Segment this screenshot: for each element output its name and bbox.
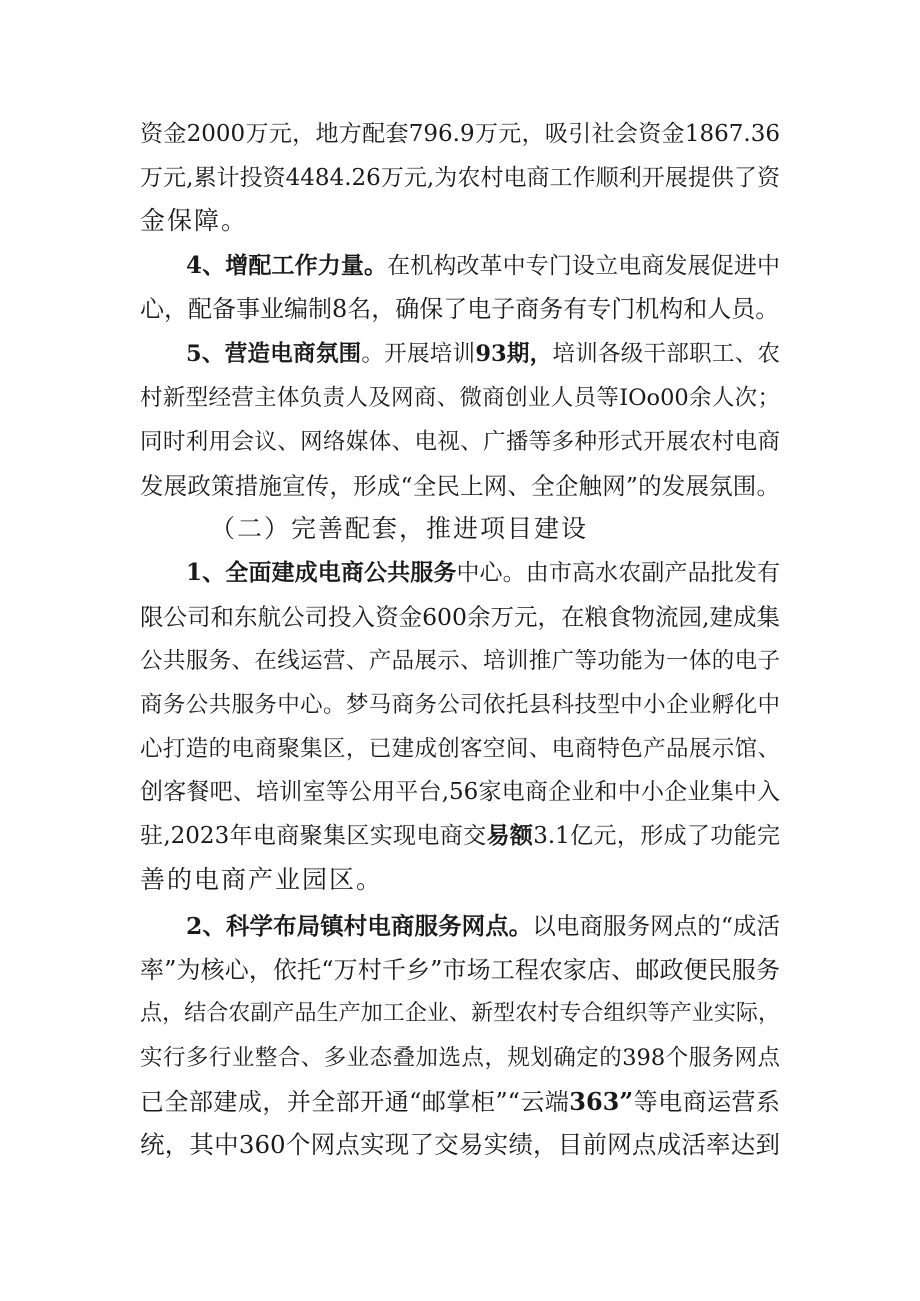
text-line: 万元,累计投资4484.26万元,为农村电商工作顺利开展提供了资 xyxy=(140,165,780,191)
text-run: 3.1亿元，形成了功能完 xyxy=(533,823,780,849)
text-line: 心，配备事业编制8名，确保了电子商务有专门机构和人员。 xyxy=(140,295,780,323)
text-line: 心打造的电商聚集区，已建成创客空间、电商特色产品展示馆、 xyxy=(140,736,780,762)
text-line: 村新型经营主体负责人及网商、微商创业人员等IOo00余人次； xyxy=(140,385,780,411)
text-line xyxy=(186,334,780,374)
text-line: 限公司和东航公司投入资金600余万元，在粮食物流园,建成集 xyxy=(140,603,780,631)
text-line: 发展政策措施宣传，形成“全民上网、全企触网”的发展氛围。 xyxy=(140,472,780,500)
text-run-bold: 363” xyxy=(569,1087,634,1116)
text-line: 公共服务、在线运营、产品展示、培训推广等功能为一体的电子 xyxy=(140,648,780,674)
text-run: 在机构改革中专门设立电商发展促进中 xyxy=(387,253,780,279)
text-run-bold: 易额 xyxy=(486,822,534,849)
text-line: 同时利用会议、网络媒体、电视、广播等多种形式开展农村电商 xyxy=(140,429,780,455)
text-line: 点，结合农副产品生产加工企业、新型农村专合组织等产业实际， xyxy=(140,1001,780,1026)
text-line xyxy=(140,1082,780,1122)
text-line xyxy=(186,906,780,946)
text-run: 中心。由市高水农副产品批发有 xyxy=(456,560,780,586)
text-line: 资金2000万元，地方配套796.9万元，吸引社会资金1867.36 xyxy=(140,121,780,147)
text-line: 善的电商产业园区。 xyxy=(140,865,384,894)
text-run: 已全部建成，并全部开通“邮掌柜”“云端 xyxy=(140,1088,570,1116)
section-heading: （二）完善配套，推进项目建设 xyxy=(210,514,589,543)
text-run: 驻,2023年电商聚集区实现电商交 xyxy=(140,823,487,849)
text-line: 统，其中360个网点实现了交易实绩，目前网点成活率达到 xyxy=(140,1130,780,1159)
text-run-bold: 93期， xyxy=(475,341,553,367)
text-run: 以电商服务网点的“成活 xyxy=(532,912,780,940)
text-line xyxy=(140,816,780,856)
text-line xyxy=(186,246,780,286)
paragraph-heading: 5、营造电商氛围 xyxy=(186,341,362,367)
text-run: 。开展培训 xyxy=(361,341,476,367)
text-run: 培训各级干部职工、农 xyxy=(552,341,780,367)
text-line: 商务公共服务中心。梦马商务公司依托县科技型中小企业孵化中 xyxy=(140,692,780,718)
text-line: 实行多行业整合、多业态叠加选点，规划确定的398个服务网点 xyxy=(140,1045,780,1071)
paragraph-heading: 1、全面建成电商公共服务 xyxy=(186,559,457,586)
text-line: 创客餐吧、培训室等公用平台,56家电商企业和中小企业集中入 xyxy=(140,779,780,805)
text-line: 率”为核心，依托“万村千乡”市场工程农家店、邮政便民服务 xyxy=(140,956,780,984)
text-line: 金保障。 xyxy=(140,206,249,235)
text-line xyxy=(186,553,780,593)
paragraph-heading: 4、增配工作力量。 xyxy=(186,252,388,279)
text-run: 等电商运营系 xyxy=(633,1088,781,1116)
paragraph-heading: 2、科学布局镇村电商服务网点。 xyxy=(186,912,533,940)
